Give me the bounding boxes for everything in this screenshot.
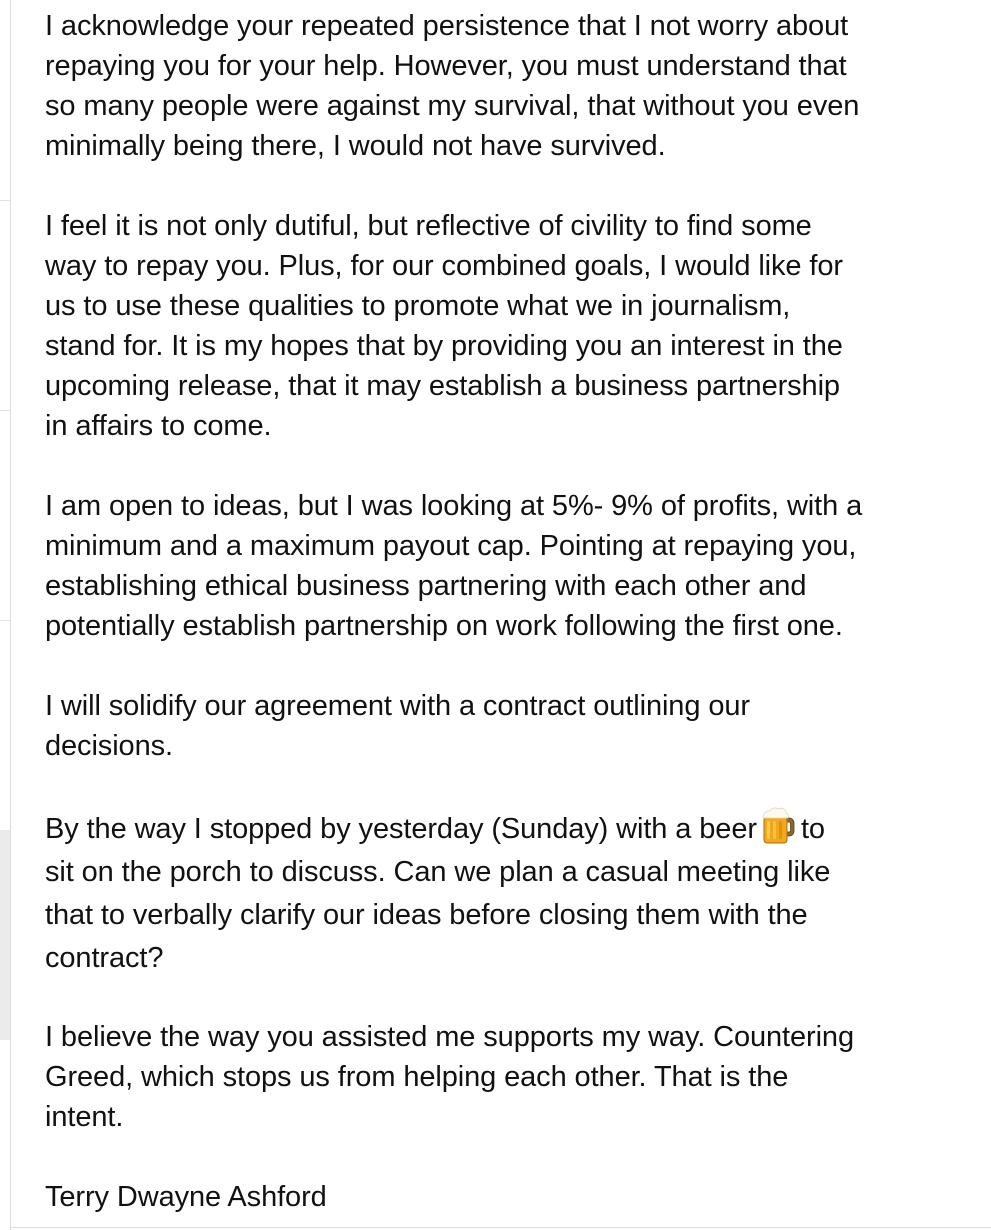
message-paragraph: I will solidify our agreement with a contract outlining our decisions. [45, 690, 750, 762]
left-panel-divider [0, 620, 10, 621]
beer-text-after: to sit on the porch to discuss. Can we plan a casual meeting like that to verbally clarify our ideas before closing them with the contract? [45, 813, 831, 974]
message-paragraph: I am open to ideas, but I was looking at 5%- 9% of profits, with a minimum and a maximum payout cap. Pointing at repaying you, establishing ethical business partnering with each other and potentially establish partnership on work following the first one. [45, 490, 863, 642]
message-paragraph-beer [45, 806, 965, 980]
left-panel-divider [0, 200, 10, 201]
message-paragraph: I believe the way you assisted me supports my way. Countering Greed, which stops us from helping each other. That is the intent. [45, 1021, 854, 1133]
message-paragraph: I acknowledge your repeated persistence that I not worry about repaying you for your help. However, you must understand that so many people were against my survival, that without you even minimally being there, I would not have survived. [45, 10, 860, 162]
beer-text-before: By the way I stopped by yesterday (Sunday) with a beer [45, 813, 757, 845]
message-body [45, 6, 965, 1217]
left-panel-divider [0, 410, 10, 411]
left-panel-highlight [0, 830, 10, 1040]
bottom-border [10, 1227, 991, 1228]
beer-mug-icon [761, 806, 795, 846]
left-panel-border [10, 0, 11, 1230]
message-paragraph: I feel it is not only dutiful, but reflective of civility to find some way to repay you. Plus, for our combined goals, I would like for us to use these qualities to promote what we in journalism, stand for. It is my hopes that by providing you an interest in the upcoming release, that it may establish a business partnership in affairs to come. [45, 210, 843, 442]
signature: Terry Dwayne Ashford [45, 1181, 327, 1213]
